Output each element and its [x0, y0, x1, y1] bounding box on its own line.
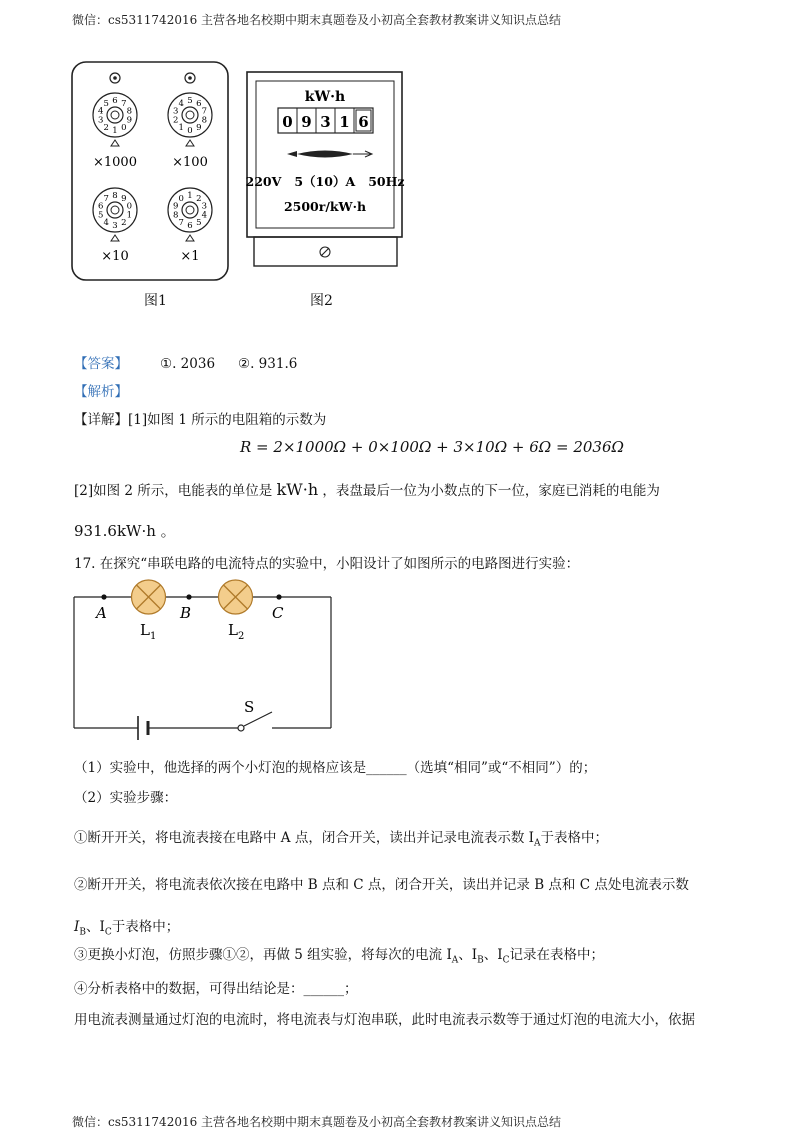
meter-digit-5: 6	[358, 113, 369, 131]
dial-digit: 4	[97, 106, 104, 117]
dial-digit: 8	[201, 115, 208, 126]
q17-step-3	[74, 945, 604, 971]
dial-label-1000: ×1000	[93, 155, 137, 170]
q17-step-2-sub1: B	[79, 927, 86, 938]
dial-digit: 4	[103, 218, 109, 229]
lamp-l1-label: $L_1$	[140, 621, 157, 642]
series-circuit-diagram	[68, 578, 338, 748]
figure2-caption: 图2	[310, 293, 333, 309]
switch-label: S	[244, 698, 255, 716]
q17-step-3-mid-2: 、I	[483, 947, 503, 963]
dial-digit: 1	[178, 123, 184, 134]
q17-step-1-end: 于表格中；	[540, 830, 608, 846]
resistance-formula: R = 2×1000Ω + 0×100Ω + 3×10Ω + 6Ω = 2036Ω	[240, 438, 624, 456]
q17-step-3-mid-1: 、I	[458, 947, 478, 963]
analysis-tag: 【解析】	[74, 384, 128, 400]
circuit-wires	[74, 597, 331, 728]
battery-icon	[138, 716, 148, 740]
figure1-resistance-box	[70, 60, 230, 282]
q17-step-1-text: ①断开开关，将电流表接在电路中 A 点，闭合开关，读出并记录电流表示数 I	[74, 830, 534, 846]
meter-digit-2: 9	[301, 113, 312, 131]
q17-stem: 17. 在探究“串联电路的电流特点的实验中，小阳设计了如图所示的电路图进行实验：	[74, 556, 580, 572]
q17-step-2-end: 于表格中；	[111, 919, 180, 935]
meter-digit-4: 1	[339, 113, 350, 131]
q17-step-2-sub2: C	[104, 927, 112, 938]
dial-digit: 3	[112, 221, 118, 231]
dial-digit: 0	[187, 126, 193, 136]
detail-line-3: 931.6kW·h 。	[74, 522, 176, 540]
q17-step-1-sub: A	[533, 838, 541, 849]
meter-digit-1: 0	[282, 113, 293, 131]
detail-line-2-part-b: ，表盘最后一位为小数点的下一位，家庭已消耗的电能为	[322, 483, 660, 499]
dial-digit: 0	[178, 193, 184, 204]
meter-spec-line: 220V 5（10）A 50Hz	[245, 174, 405, 189]
point-c-label: C	[272, 604, 284, 622]
dial-10	[93, 188, 137, 241]
dial-1000	[93, 73, 137, 146]
dial-digit: 3	[201, 201, 208, 212]
page-header: 微信：cs5311742016 主营各地名校期中期末真题卷及小初高全套教材教案讲义知识点总结	[72, 13, 562, 27]
q17-step-3-end: 记录在表格中；	[509, 947, 604, 963]
dial-digit: 3	[172, 106, 179, 117]
dial-digit: 1	[112, 126, 118, 136]
q17-step-4: ④分析表格中的数据，可得出结论是：______；	[74, 981, 358, 997]
q17-step-3-sub-c: C	[502, 955, 510, 966]
dial-digit: 9	[121, 193, 127, 204]
dial-digit: 8	[112, 191, 118, 201]
dial-digit: 7	[121, 98, 127, 109]
q17-step-2-i1: I	[74, 919, 80, 935]
dial-digit: 1	[126, 210, 133, 221]
dial-label-10: ×10	[101, 249, 129, 264]
dial-digit: 9	[196, 123, 202, 134]
answer-tag: 【答案】	[74, 356, 128, 372]
dial-digit: 2	[103, 123, 109, 134]
q17-step-3-sub-b: B	[477, 955, 484, 966]
q17-step-2: ②断开开关，将电流表依次接在电路中 B 点和 C 点，闭合开关，读出并记录 B 点和 C 点处电流表示数	[74, 877, 689, 893]
dial-digit: 9	[172, 201, 179, 212]
point-b-label: B	[180, 604, 192, 622]
dial-digit: 6	[97, 201, 104, 212]
dial-digit: 5	[97, 210, 104, 221]
dial-100	[168, 73, 212, 146]
dial-pointer-icon	[111, 140, 119, 146]
q17-step-2-cont	[74, 917, 179, 943]
point-a-node	[101, 594, 106, 599]
answer-item-1: ①. 2036	[160, 356, 216, 372]
dial-digit: 4	[201, 210, 208, 221]
dial-digit: 7	[178, 218, 184, 229]
dial-pointer-icon	[111, 235, 119, 241]
meter-screw-icon	[320, 247, 330, 257]
q17-step-3-start: ③更换小灯泡，仿照步骤①②，再做 5 组实验，将每次的电流 I	[74, 947, 452, 963]
meter-rotor-disc-icon	[287, 151, 372, 158]
dial-digit: 6	[112, 96, 118, 106]
q17-part-1: （1）实验中，他选择的两个小灯泡的规格应该是______（选填“相同”或“不相同”）的；	[74, 760, 597, 776]
dial-digit: 2	[196, 193, 202, 204]
dial-digit: 5	[103, 98, 109, 109]
page-footer: 微信：cs5311742016 主营各地名校期中期末真题卷及小初高全套教材教案讲义知识点总结	[72, 1115, 562, 1129]
dial-digit: 5	[196, 218, 202, 229]
q17-step-2-mid: 、I	[85, 919, 105, 935]
point-a-label: A	[96, 604, 107, 622]
dial-digit: 0	[126, 201, 133, 212]
dial-digit: 6	[187, 221, 193, 231]
answer-item-2: ②. 931.6	[238, 356, 298, 372]
detail-line-2	[74, 480, 660, 501]
dial-digit: 2	[121, 218, 127, 229]
meter-unit: kW·h	[304, 89, 346, 105]
meter-digit-row	[278, 108, 373, 133]
dial-digit: 8	[126, 106, 133, 117]
q17-step-1	[74, 828, 608, 854]
dial-digit: 0	[121, 123, 127, 134]
dial-digit: 6	[196, 98, 202, 109]
figure2-energy-meter	[245, 70, 405, 270]
dial-digit: 4	[178, 98, 184, 109]
meter-digit-3: 3	[320, 113, 331, 131]
dial-pointer-icon	[186, 235, 194, 241]
dial-1	[168, 188, 212, 241]
lamp-l1-icon	[132, 580, 166, 614]
lamp-l2-label: $L_2$	[228, 621, 245, 642]
dial-digit: 3	[97, 115, 104, 126]
dial-digit: 7	[103, 193, 109, 204]
dial-label-1: ×1	[180, 249, 200, 264]
meter-revolution-line: 2500r/kW·h	[283, 199, 367, 214]
dial-digit: 9	[126, 115, 133, 126]
dial-digit: 7	[201, 106, 208, 117]
point-b-node	[186, 594, 191, 599]
q17-step-5: 用电流表测量通过灯泡的电流时，将电流表与灯泡串联，此时电流表示数等于通过灯泡的电流大小，依据	[74, 1012, 695, 1028]
dial-pointer-icon	[186, 140, 194, 146]
point-c-node	[276, 594, 281, 599]
dial-label-100: ×100	[172, 155, 208, 170]
dial-digit: 1	[187, 191, 193, 201]
dial-digit: 8	[172, 210, 179, 221]
q17-part-2: （2）实验步骤：	[74, 790, 178, 806]
dial-digit: 2	[172, 115, 179, 126]
detail-line-1: 【详解】[1]如图 1 所示的电阻箱的示数为	[74, 412, 327, 428]
lamp-l2-icon	[219, 580, 253, 614]
dial-digit: 5	[187, 96, 193, 106]
q17-step-3-sub-a: A	[451, 955, 459, 966]
figure1-caption: 图1	[144, 293, 167, 309]
detail-line-2-unit: kW·h	[276, 480, 319, 499]
detail-line-2-part-a: [2]如图 2 所示，电能表的单位是	[74, 483, 273, 499]
